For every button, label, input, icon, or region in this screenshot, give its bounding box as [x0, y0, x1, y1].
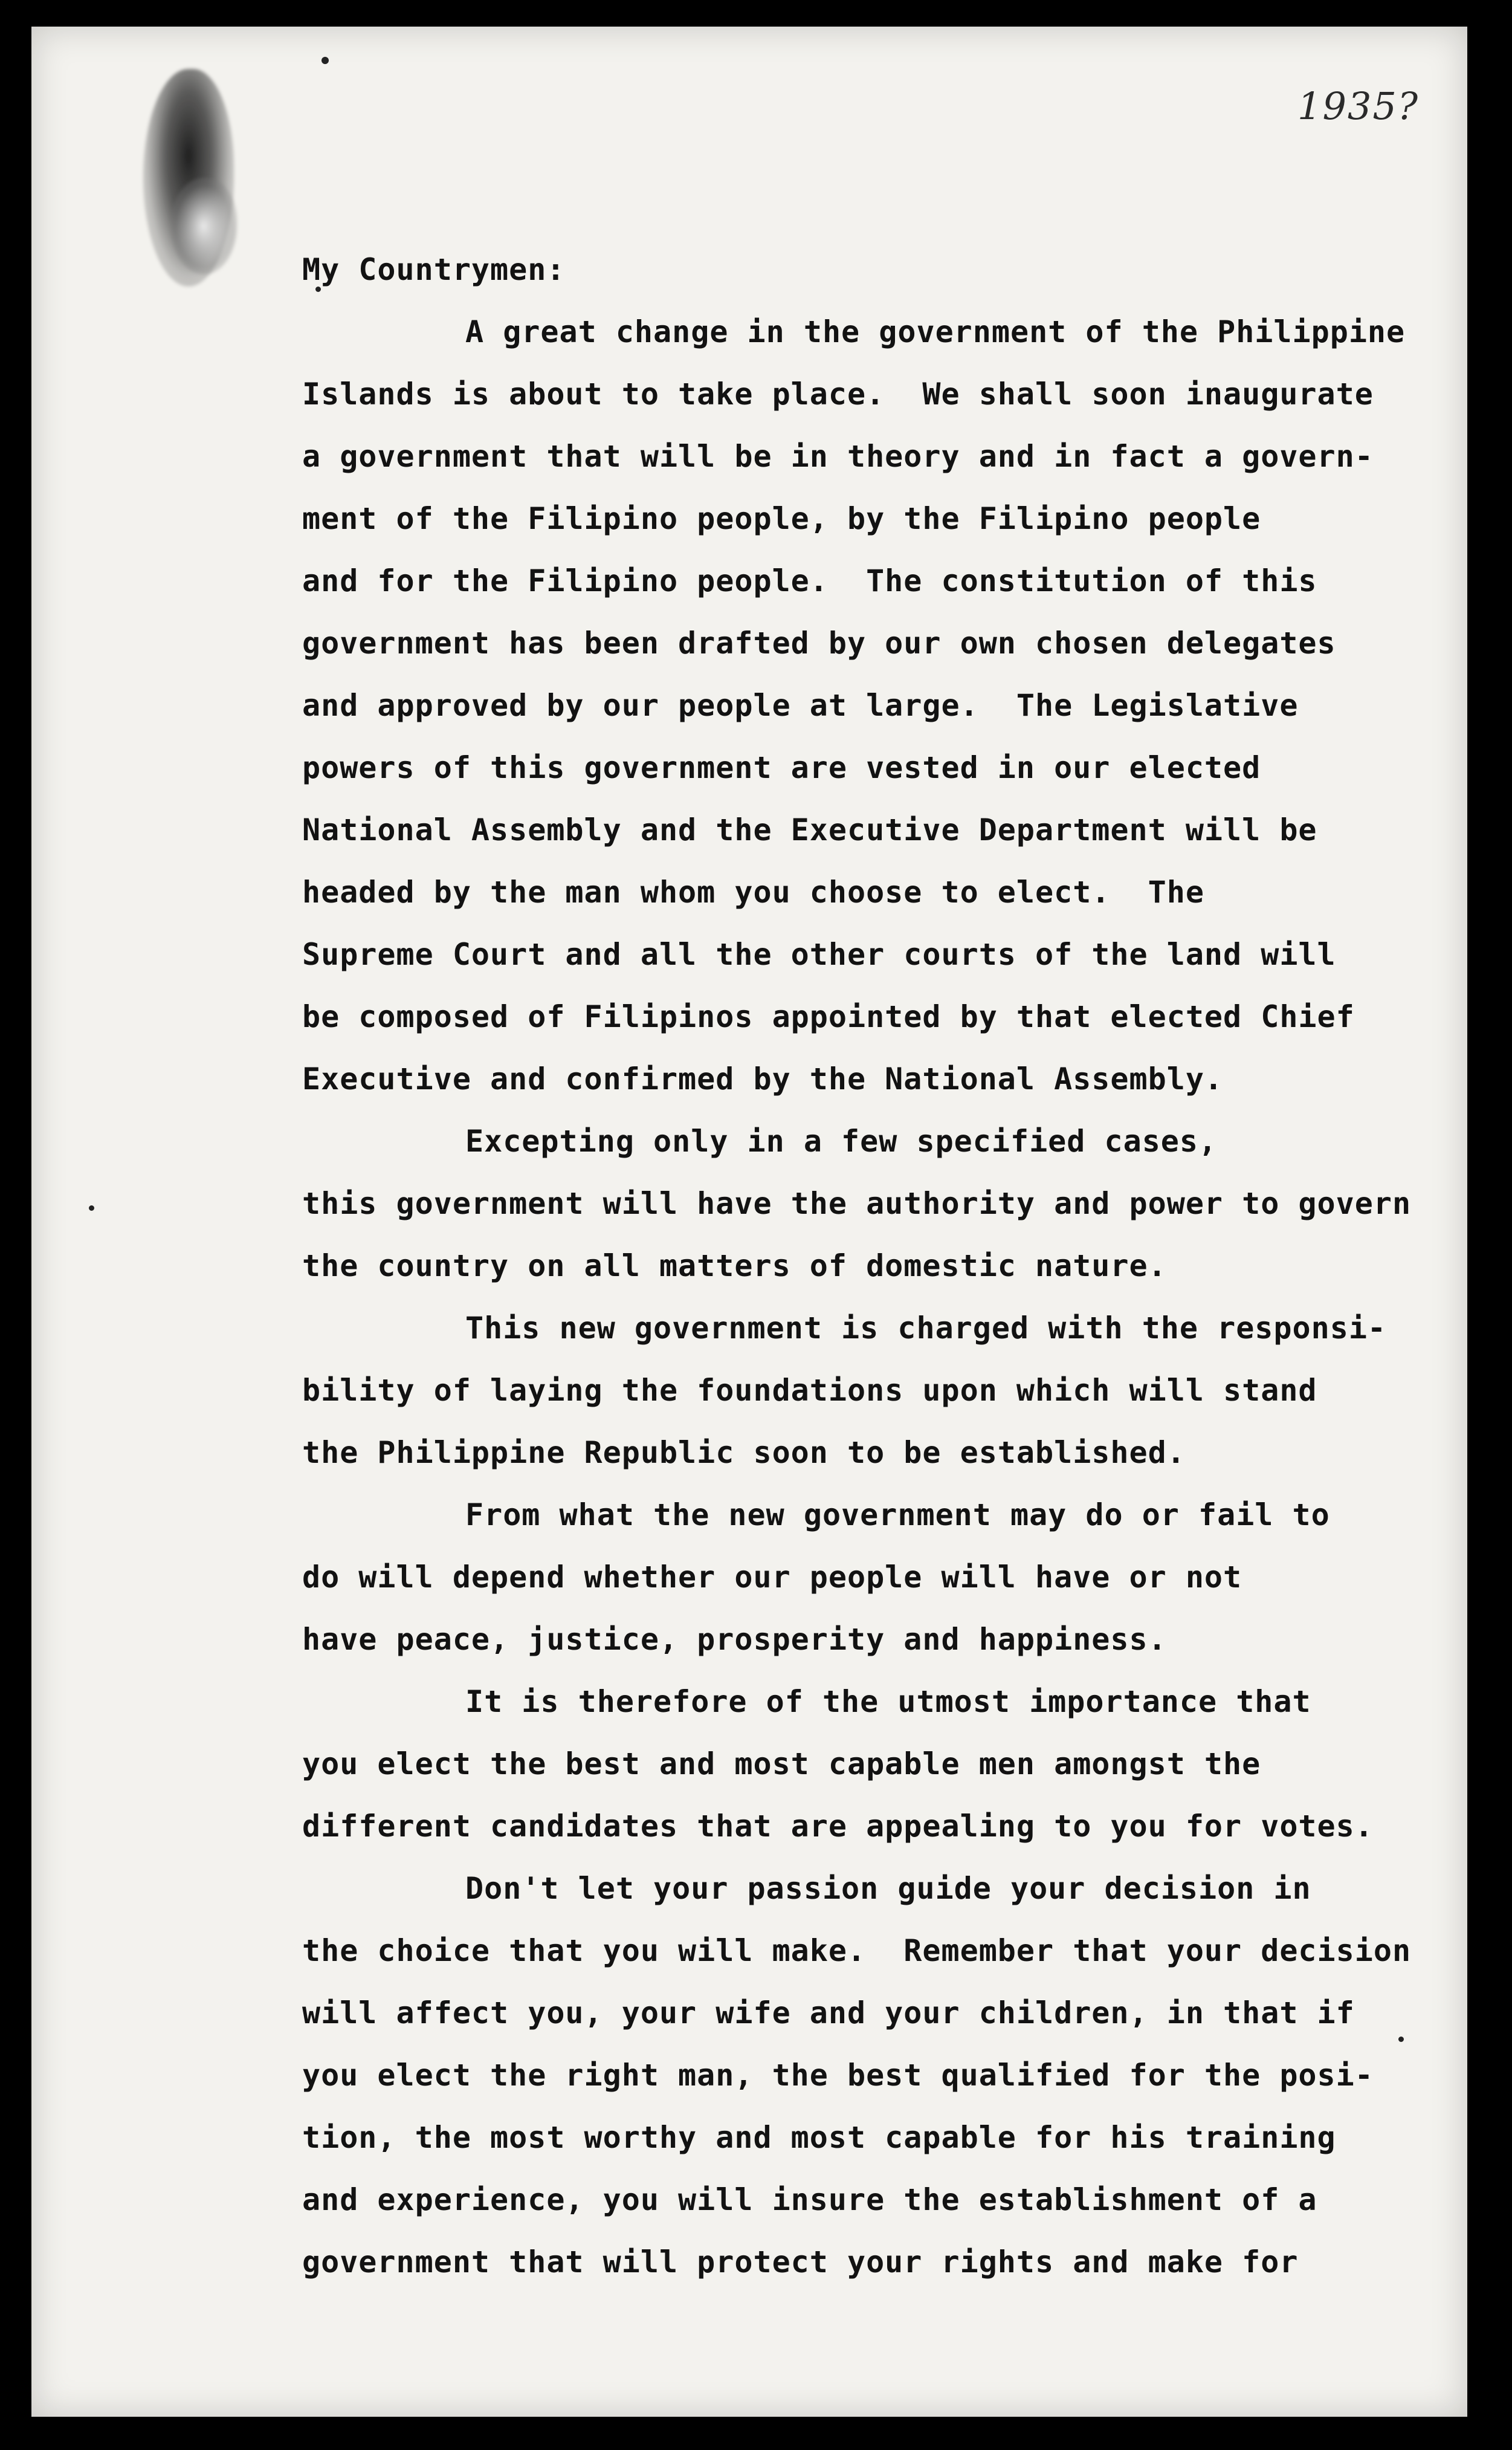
text-line: Islands is about to take place. We shall soon inaugurate: [302, 377, 1374, 412]
text-line: This new government is charged with the responsi-: [465, 1311, 1387, 1346]
salutation: My Countrymen:: [302, 252, 566, 287]
text-line: Excepting only in a few specified cases,: [465, 1124, 1218, 1159]
text-line: different candidates that are appealing to you for votes.: [302, 1809, 1374, 1844]
text-line: Supreme Court and all the other courts of the land will: [302, 937, 1336, 972]
paper-speck: [89, 1205, 94, 1211]
text-line: this government will have the authority and power to govern: [302, 1186, 1412, 1221]
text-line: and approved by our people at large. The Legislative: [302, 688, 1299, 723]
text-line: From what the new government may do or fail to: [465, 1497, 1330, 1532]
text-line: and experience, you will insure the establishment of a: [302, 2182, 1317, 2217]
text-line: you elect the best and most capable men amongst the: [302, 1746, 1261, 1781]
text-line: Executive and confirmed by the National Assembly.: [302, 1061, 1224, 1097]
text-line: government that will protect your rights and make for: [302, 2244, 1299, 2280]
text-line: have peace, justice, prosperity and happiness.: [302, 1622, 1167, 1657]
text-line: you elect the right man, the best qualified for the posi-: [302, 2058, 1374, 2093]
text-line: Don't let your passion guide your decision in: [465, 1871, 1311, 1906]
text-line: be composed of Filipinos appointed by that elected Chief: [302, 999, 1355, 1034]
text-line: headed by the man whom you choose to elect. The: [302, 875, 1204, 910]
text-line: the choice that you will make. Remember that your decision: [302, 1933, 1412, 1968]
handwritten-date-annotation: 1935?: [1297, 84, 1420, 128]
text-line: a government that will be in theory and in fact a govern-: [302, 439, 1374, 474]
text-line: ment of the Filipino people, by the Filipino people: [302, 501, 1261, 536]
text-line: National Assembly and the Executive Department will be: [302, 812, 1317, 847]
text-line: tion, the most worthy and most capable for his training: [302, 2120, 1336, 2155]
text-line: the country on all matters of domestic nature.: [302, 1248, 1167, 1283]
text-line: do will depend whether our people will have or not: [302, 1560, 1242, 1595]
text-line: will affect you, your wife and your children, in that if: [302, 1995, 1355, 2030]
text-line: powers of this government are vested in our elected: [302, 750, 1261, 785]
text-line: It is therefore of the utmost importance that: [465, 1684, 1311, 1719]
text-line: and for the Filipino people. The constitution of this: [302, 563, 1317, 598]
text-line: bility of laying the foundations upon which will stand: [302, 1373, 1317, 1408]
text-line: the Philippine Republic soon to be established.: [302, 1435, 1186, 1470]
text-line: A great change in the government of the Philippine: [465, 314, 1406, 349]
body-lines: [302, 301, 1426, 2293]
letter-body: [302, 239, 1426, 2293]
text-line: government has been drafted by our own chosen delegates: [302, 626, 1336, 661]
ink-stain-highlight: [170, 178, 237, 274]
paper-speck: [321, 57, 329, 64]
